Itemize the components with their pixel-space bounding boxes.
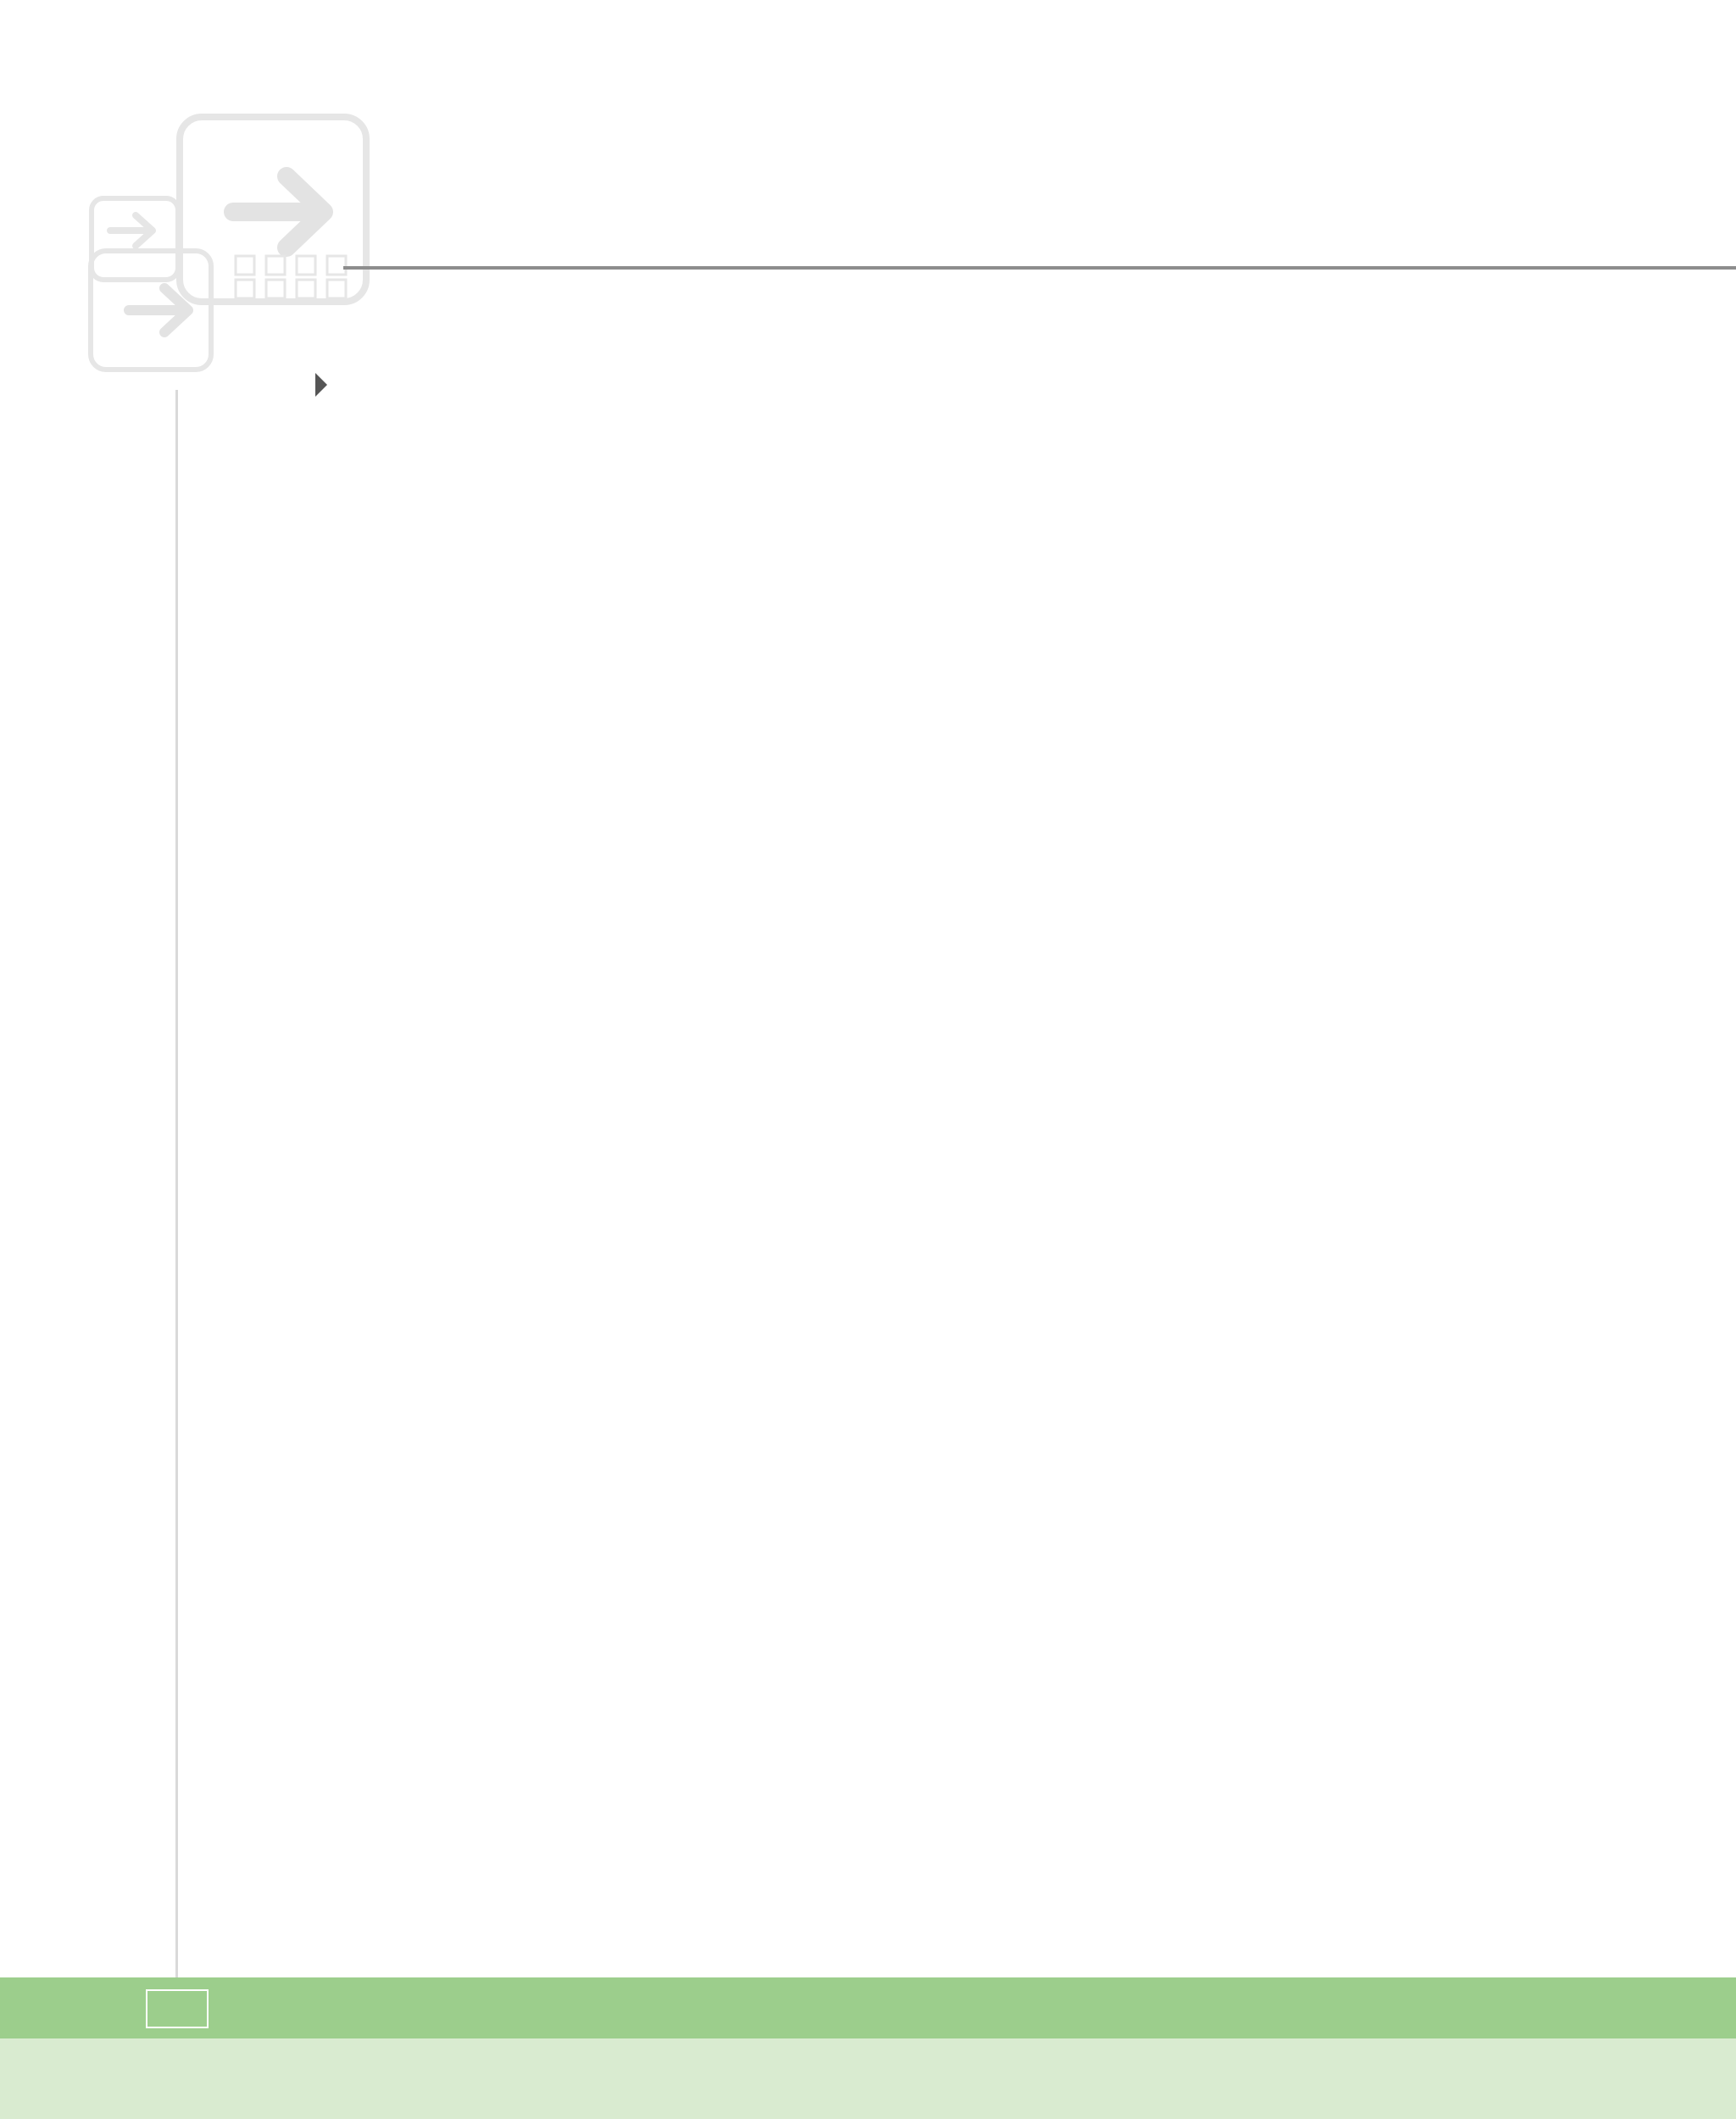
page-number bbox=[146, 1989, 209, 2028]
arrow-boxes-decoration bbox=[51, 110, 373, 381]
header-divider bbox=[343, 266, 1736, 270]
triangle-bullet-icon bbox=[315, 373, 327, 397]
section-heading bbox=[315, 373, 342, 397]
left-margin-rule bbox=[175, 390, 178, 1983]
page-header-title bbox=[343, 165, 360, 228]
footer-band bbox=[0, 2038, 1736, 2119]
footer-bar bbox=[0, 1977, 1736, 2038]
relational-data-diagram bbox=[343, 1219, 852, 1846]
